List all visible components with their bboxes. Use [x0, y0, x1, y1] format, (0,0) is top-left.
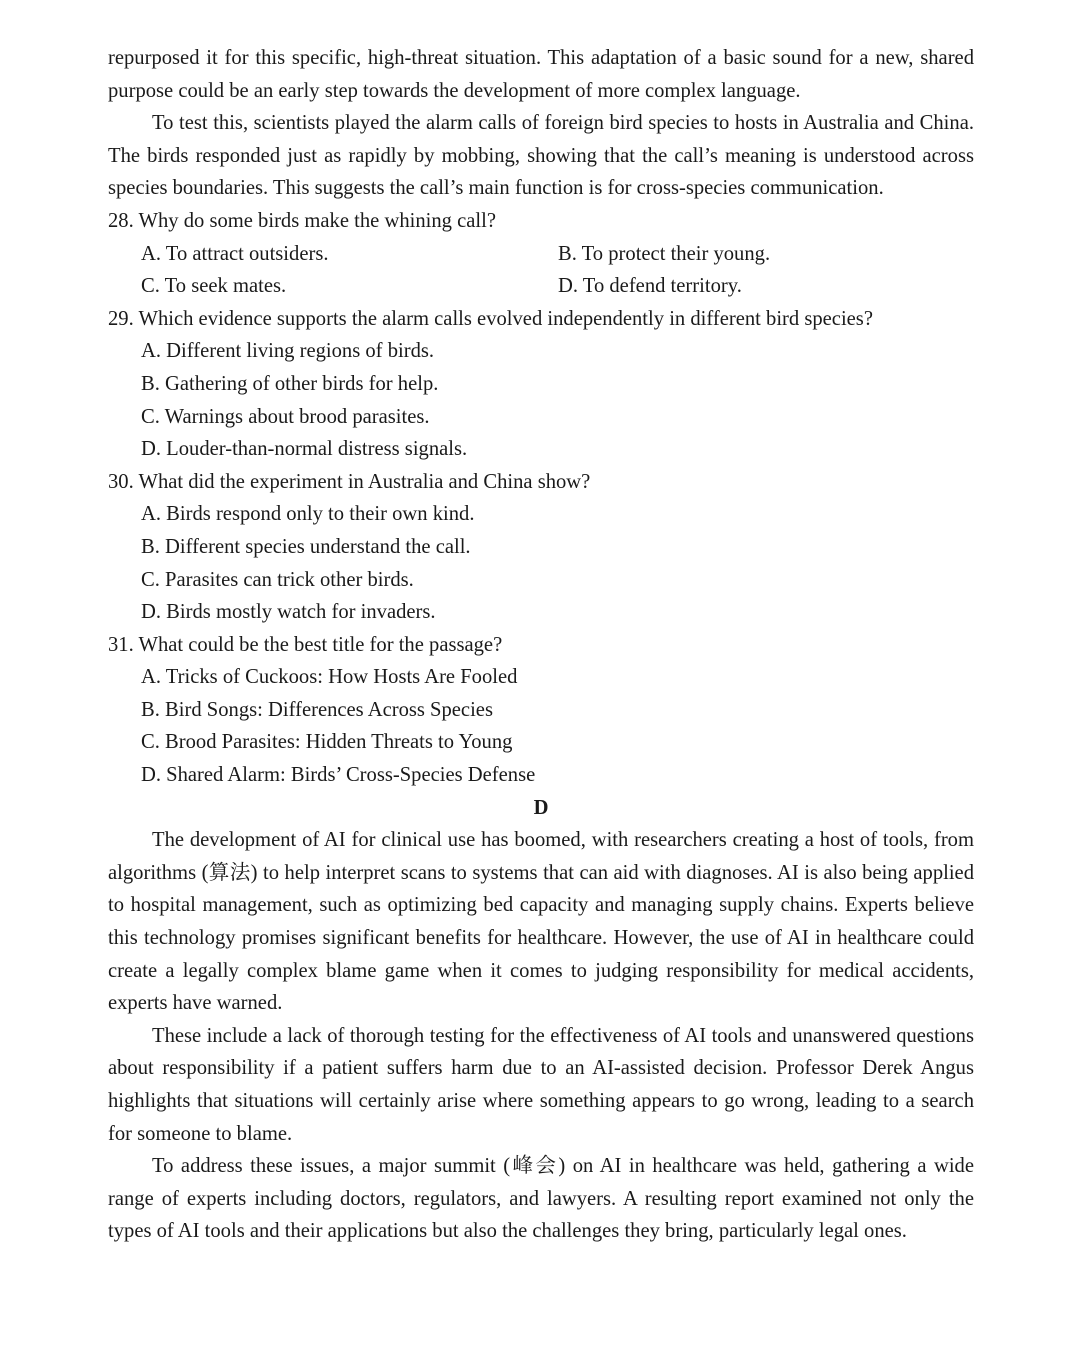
passage-c-paragraph: To test this, scientists played the alarm calls of foreign bird species to hosts in Australia and China. The birds responded just as rapidly by mobbing, showing that the call’s meaning is understood across species boundaries. This suggests the call’s main function is for cross-species communication. [108, 112, 974, 200]
option-d: D. Shared Alarm: Birds’ Cross-Species Defense [141, 764, 536, 787]
question-stem: 30. What did the experiment in Australia and China show? [108, 470, 591, 493]
option-d: D. Louder-than-normal distress signals. [141, 438, 468, 461]
option-b: B. Bird Songs: Differences Across Species [141, 698, 493, 721]
option-group [108, 238, 974, 303]
option-a: A. Different living regions of birds. [141, 340, 435, 363]
option-group [108, 498, 974, 628]
passage-d-paragraph: To address these issues, a major summit (峰会) on AI in healthcare was held, gathering a wide range of experts including doctors, regulators, and lawyers. A resulting report examined not only the types of AI tools and their applications but also the challenges they bring, particularly legal ones. [108, 1155, 974, 1243]
passage-d-paragraph: These include a lack of thorough testing for the effectiveness of AI tools and unanswered questions about responsibility if a patient suffers harm due to an AI-assisted decision. Professor Derek Angus highlights that situations will certainly arise where something appears to go wrong, leading to a search for someone to blame. [108, 1024, 974, 1145]
option-b: B. To protect their young. [558, 242, 771, 265]
question-28 [108, 205, 974, 303]
option-group [108, 335, 974, 465]
question-29 [108, 303, 974, 466]
option-d: D. Birds mostly watch for invaders. [141, 601, 436, 624]
question-stem: 31. What could be the best title for the passage? [108, 633, 503, 656]
section-heading: D [533, 796, 549, 819]
option-c: C. To seek mates. [141, 275, 287, 298]
question-stem: 28. Why do some birds make the whining call? [108, 209, 496, 232]
option-b: B. Different species understand the call. [141, 535, 471, 558]
option-a: A. Tricks of Cuckoos: How Hosts Are Fooled [141, 666, 518, 689]
option-c: C. Parasites can trick other birds. [141, 568, 414, 591]
question-30 [108, 466, 974, 629]
option-d: D. To defend territory. [558, 275, 742, 298]
question-31 [108, 629, 974, 792]
passage-d-paragraph: The development of AI for clinical use has boomed, with researchers creating a host of tools, from algorithms (算法) to help interpret scans to systems that can aid with diagnoses. AI is also being applied to hospital management, such as optimizing bed capacity and managing supply chains. Experts believe this technology promises significant benefits for healthcare. However, the use of AI in healthcare could create a legally complex blame game when it comes to judging responsibility for medical accidents, experts have warned. [108, 829, 974, 1015]
option-a: A. Birds respond only to their own kind. [141, 503, 475, 526]
exam-page [108, 42, 974, 1248]
option-c: C. Warnings about brood parasites. [141, 405, 430, 428]
option-a: A. To attract outsiders. [141, 242, 329, 265]
option-b: B. Gathering of other birds for help. [141, 372, 439, 395]
option-c: C. Brood Parasites: Hidden Threats to Young [141, 731, 513, 754]
question-stem: 29. Which evidence supports the alarm calls evolved independently in different bird species? [108, 307, 873, 330]
option-group [108, 661, 974, 791]
passage-c-paragraph: repurposed it for this specific, high-threat situation. This adaptation of a basic sound for a new, shared purpose could be an early step towards the development of more complex language. [108, 47, 974, 102]
